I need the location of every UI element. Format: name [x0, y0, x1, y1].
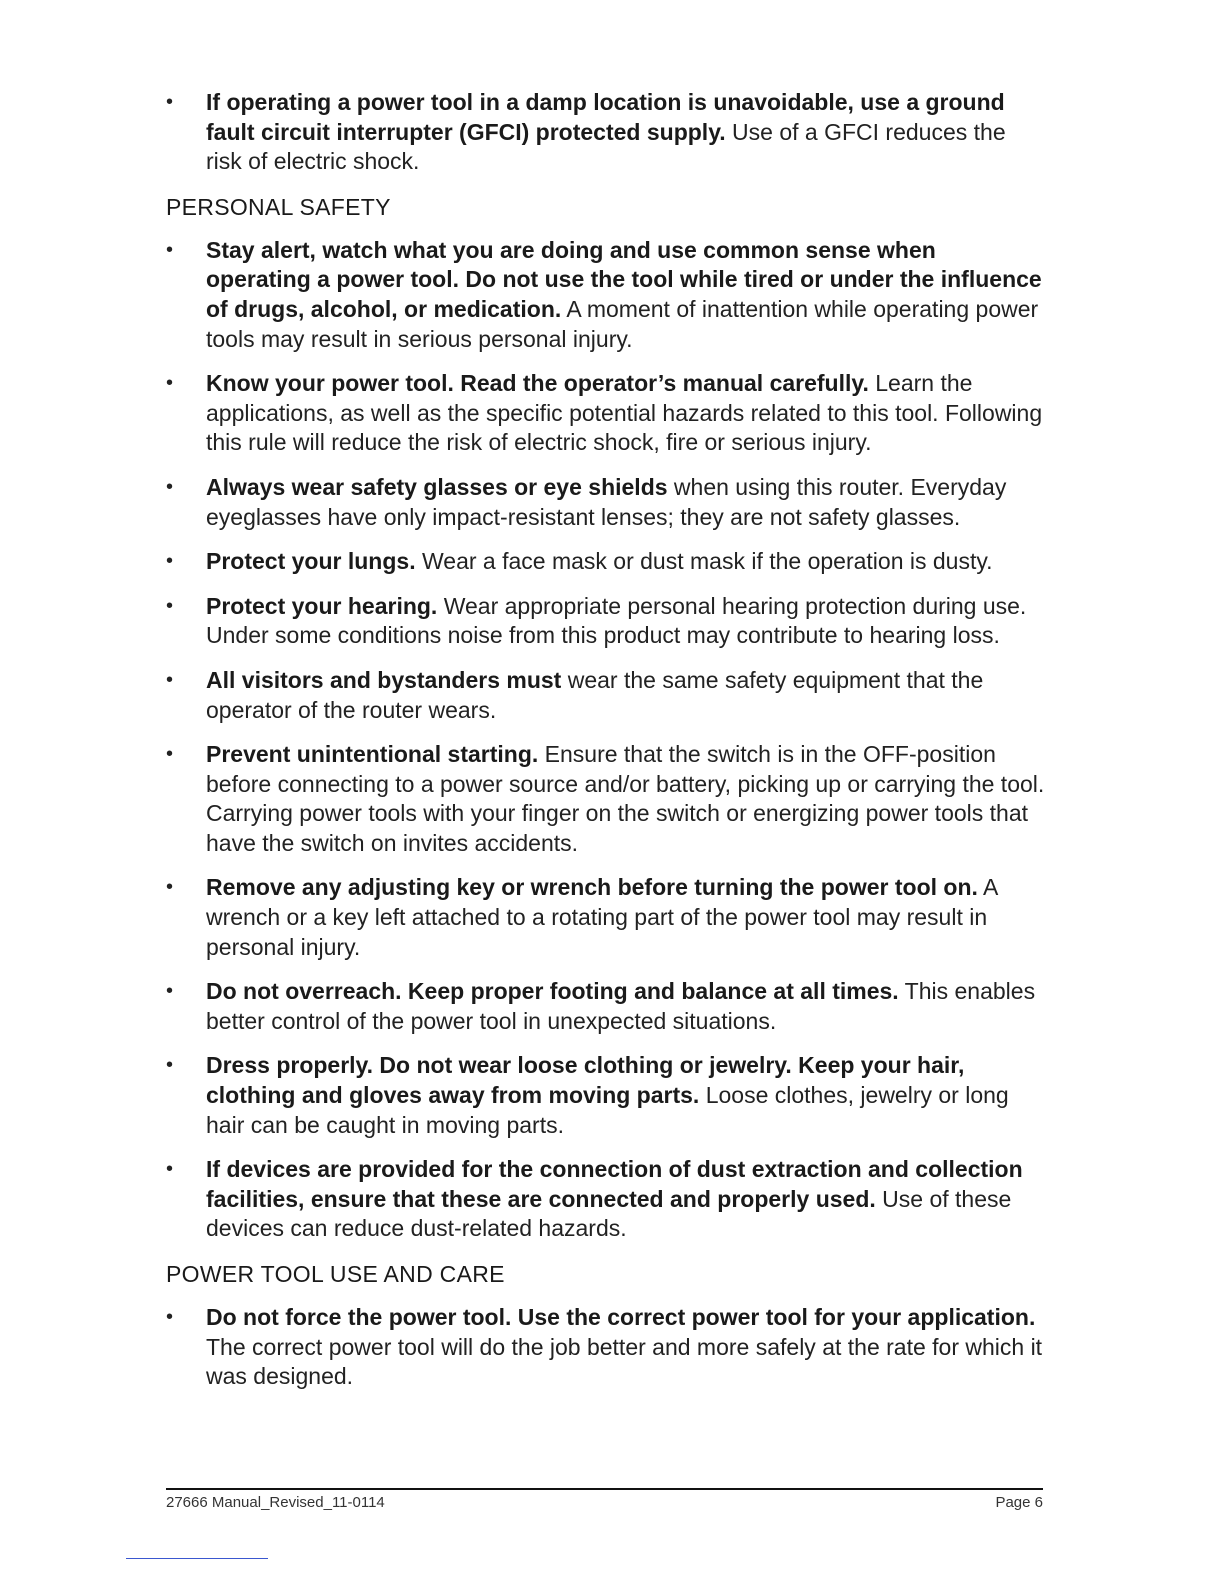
footer-document-id: 27666 Manual_Revised_11-0114: [166, 1494, 385, 1511]
bullet-item: [166, 473, 1046, 532]
bullet-item: [166, 740, 1046, 858]
bullet-icon: •: [166, 743, 174, 766]
bullet-item: [166, 977, 1046, 1036]
page-footer: [166, 1488, 1043, 1511]
item-body-text: Ensure that the switch is in the OFF-position before connecting to a power source and/or battery, picking up or carrying the tool. Carrying power tools with your finger on the switch or energizing power tools that have the switch on invites accidents.: [206, 741, 1045, 856]
bullet-item: [166, 547, 1046, 577]
bullet-icon: •: [166, 372, 174, 395]
item-bold-text: Always wear safety glasses or eye shields: [206, 473, 668, 500]
bullet-item: [166, 1303, 1046, 1392]
section-heading-personal-safety: PERSONAL SAFETY: [166, 193, 391, 220]
bullet-icon: •: [166, 1054, 174, 1077]
item-body-text: Use of a GFCI reduces the risk of electric shock.: [206, 118, 1006, 175]
bullet-icon: •: [166, 91, 174, 113]
bullet-item: [166, 1155, 1046, 1244]
item-body-text: wear the same safety equipment that the operator of the router wears.: [206, 666, 984, 723]
item-body-text: This enables better control of the power tool in unexpected situations.: [206, 978, 1036, 1034]
item-bold-text: Prevent unintentional starting.: [206, 741, 539, 768]
item-bold-text: Protect your lungs.: [206, 548, 416, 575]
item-bold-text: Know your power tool. Read the operator’s manual carefully.: [206, 370, 869, 397]
bullet-icon: •: [166, 876, 174, 899]
item-body-text: The correct power tool will do the job better and more safely at the rate for which it was designed.: [206, 1333, 1043, 1390]
item-bold-text: If devices are provided for the connection of dust extraction and collection facilities, ensure that these are connected and properly used.: [206, 1156, 1023, 1212]
item-bold-text: Remove any adjusting key or wrench before turning the power tool on.: [206, 874, 978, 901]
bullet-item: [166, 369, 1046, 458]
document-body: [166, 88, 1046, 1407]
bullet-icon: •: [166, 238, 174, 261]
item-body-text: when using this router. Everyday eyeglasses have only impact-resistant lenses; they are not safety glasses.: [206, 473, 1007, 530]
bullet-item: [166, 88, 1046, 177]
page-number: Page 6: [995, 1494, 1043, 1511]
item-body-text: Wear appropriate personal hearing protection during use. Under some conditions noise from this product may contribute to hearing loss.: [206, 592, 1027, 649]
bullet-icon: •: [166, 668, 174, 691]
item-bold-text: Stay alert, watch what you are doing and use common sense when operating a power tool. Do not use the tool while tired or under the influence of drugs, alcohol, or medication.: [206, 236, 1042, 322]
item-body-text: A wrench or a key left attached to a rotating part of the power tool may result in personal injury.: [206, 874, 998, 960]
item-body-text: Learn the applications, as well as the specific potential hazards related to this tool. Following this rule will reduce the risk of electric shock, fire or serious injury.: [206, 370, 1043, 456]
bullet-icon: •: [166, 1306, 174, 1328]
item-bold-text: All visitors and bystanders must: [206, 666, 562, 693]
bullet-icon: •: [166, 594, 174, 617]
item-bold-text: Dress properly. Do not wear loose clothing or jewelry. Keep your hair, clothing and gloves away from moving parts.: [206, 1052, 965, 1109]
bullet-icon: •: [166, 980, 174, 1003]
bullet-icon: •: [166, 1158, 174, 1181]
scan-artifact-line: [126, 1558, 268, 1559]
item-body-text: Wear a face mask or dust mask if the operation is dusty.: [415, 548, 993, 575]
item-bold-text: Do not overreach. Keep proper footing and balance at all times.: [206, 978, 899, 1005]
item-body-text: A moment of inattention while operating power tools may result in serious personal injury.: [206, 295, 1039, 352]
bullet-icon: •: [166, 550, 174, 573]
bullet-item: [166, 873, 1046, 962]
bullet-item: [166, 666, 1046, 725]
item-body-text: Use of these devices can reduce dust-related hazards.: [206, 1185, 1012, 1242]
item-bold-text: If operating a power tool in a damp location is unavoidable, use a ground fault circuit interrupter (GFCI) protected supply.: [206, 89, 1005, 145]
item-bold-text: Protect your hearing.: [206, 592, 438, 619]
item-bold-text: Do not force the power tool. Use the correct power tool for your application.: [206, 1304, 1036, 1330]
bullet-item: [166, 592, 1046, 651]
bullet-item: [166, 236, 1046, 354]
bullet-icon: •: [166, 475, 174, 498]
section-heading-power-tool-use: POWER TOOL USE AND CARE: [166, 1261, 505, 1287]
bullet-item: [166, 1051, 1046, 1140]
item-body-text: Loose clothes, jewelry or long hair can be caught in moving parts.: [206, 1082, 1009, 1138]
